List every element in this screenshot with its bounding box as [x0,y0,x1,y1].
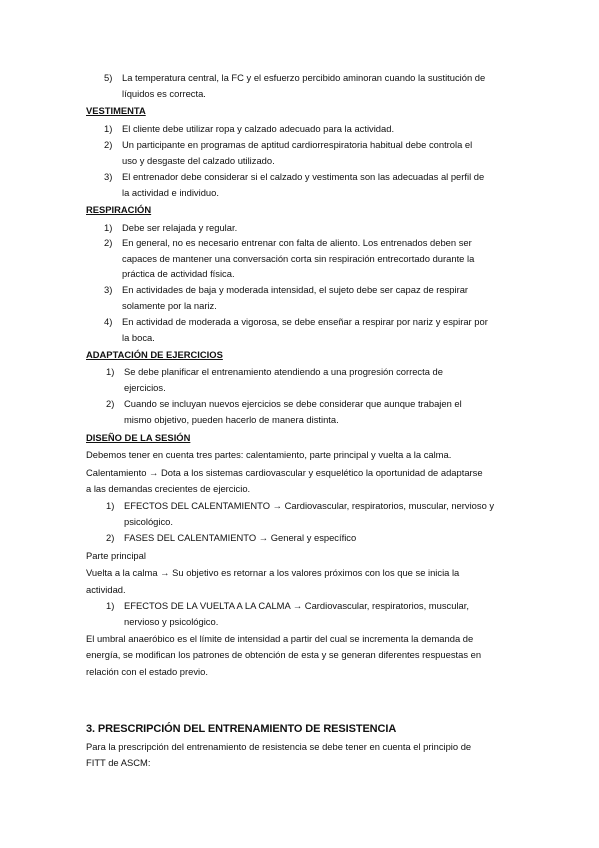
list-item-text: En general, no es necesario entrenar con falta de aliento. Los entrenados deben ser [122,237,472,248]
paragraph-line: Vuelta a la calma → Su objetivo es retornar a los valores próximos con los que se inicia la [86,567,460,578]
paragraph-line: relación con el estado previo. [86,666,208,677]
list-item-text: la actividad e individuo. [122,187,219,198]
paragraph-line: a las demandas crecientes de ejercicio. [86,483,251,494]
list-item-text: Cuando se incluyan nuevos ejercicios se debe considerar que aunque trabajen el [124,398,462,409]
list-item-text: solamente por la nariz. [122,300,217,311]
list-item-text: Se debe planificar el entrenamiento atendiendo a una progresión correcta de [124,366,443,377]
list-number: 1) [104,123,113,134]
list-number: 1) [106,500,115,511]
paragraph-line: actividad. [86,584,126,595]
list-number: 1) [106,600,115,611]
list-item-text: En actividades de baja y moderada intensidad, el sujeto debe ser capaz de respirar [122,284,469,295]
paragraph-line: Para la prescripción del entrenamiento de resistencia se debe tener en cuenta el principio de [86,741,472,752]
list-item-text: capaces de mantener una conversación corta sin respiración entrecortado durante la [122,253,475,264]
list-item-text: EFECTOS DEL CALENTAMIENTO → Cardiovascular, respiratorios, muscular, nervioso y [124,500,495,511]
list-item-text: psicológico. [124,516,173,527]
paragraph-line: Parte principal [86,550,146,561]
list-item-text: La temperatura central, la FC y el esfuerzo percibido aminoran cuando la sustitución de [122,72,486,83]
list-item-text: El entrenador debe considerar si el calzado y vestimenta son las adecuadas al perfil de [122,171,485,182]
list-item-text: En actividad de moderada a vigorosa, se debe enseñar a respirar por nariz y espirar por [122,316,488,327]
list-number: 1) [106,366,115,377]
section-3-heading: 3. PRESCRIPCIÓN DEL ENTRENAMIENTO DE RESISTENCIA [86,723,397,735]
paragraph-line: Debemos tener en cuenta tres partes: calentamiento, parte principal y vuelta a la calma. [86,449,452,460]
list-item-text: Un participante en programas de aptitud cardiorrespiratoria habitual debe controla el [122,139,473,150]
list-item-text: FASES DEL CALENTAMIENTO → General y específico [124,532,357,543]
list-item-text: líquidos es correcta. [122,88,206,99]
list-item-text: práctica de actividad física. [122,268,235,279]
paragraph-line: El umbral anaeróbico es el límite de intensidad a partir del cual se incrementa la demanda de [86,633,474,644]
list-item-text: nervioso y psicológico. [124,616,219,627]
list-item-text: mismo objetivo, pueden hacerlo de manera distinta. [124,414,339,425]
list-number: 2) [104,237,113,248]
list-item-text: Debe ser relajada y regular. [122,222,238,233]
list-item-text: ejercicios. [124,382,166,393]
list-item-text: uso y desgaste del calzado utilizado. [122,155,275,166]
list-number: 2) [106,398,115,409]
list-item-text: EFECTOS DE LA VUELTA A LA CALMA → Cardiovascular, respiratorios, muscular, [124,600,469,611]
paragraph-line: FITT de ASCM: [86,757,151,768]
section-heading-respiracion: RESPIRACIÓN [86,204,152,215]
paragraph-line: energía, se modifican los patrones de obtención de esta y se generan diferentes respuestas en [86,649,482,660]
list-number: 1) [104,222,113,233]
section-heading-diseno: DISEÑO DE LA SESIÓN [86,432,191,443]
list-number: 3) [104,171,113,182]
list-number: 2) [106,532,115,543]
list-item-text: la boca. [122,332,155,343]
list-number: 4) [104,316,113,327]
list-number: 5) [104,72,113,83]
section-heading-adaptacion: ADAPTACIÓN DE EJERCICIOS [86,349,223,360]
list-number: 3) [104,284,113,295]
list-item-text: El cliente debe utilizar ropa y calzado adecuado para la actividad. [122,123,395,134]
list-number: 2) [104,139,113,150]
section-heading-vestimenta: VESTIMENTA [86,105,146,116]
paragraph-line: Calentamiento → Dota a los sistemas cardiovascular y esquelético la oportunidad de adaptarse [86,467,483,478]
